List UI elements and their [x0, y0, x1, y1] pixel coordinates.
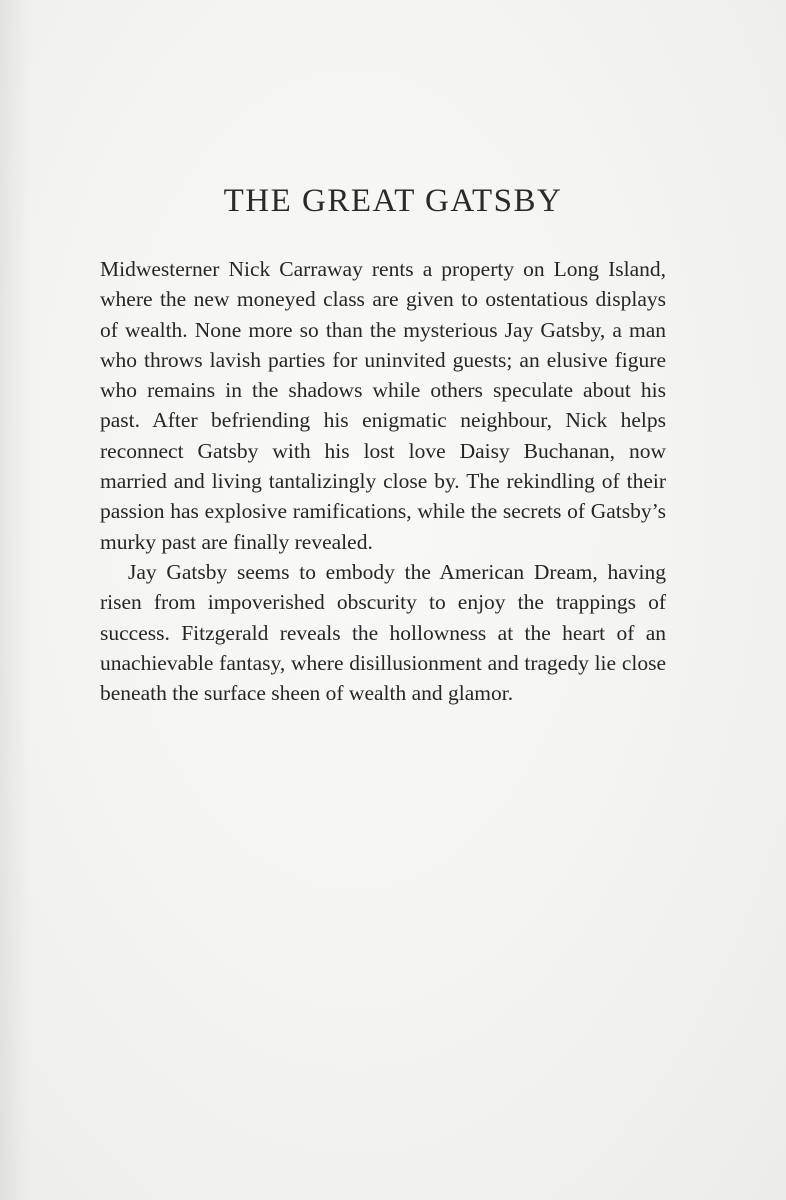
synopsis-paragraph-2: Jay Gatsby seems to embody the American Dream, having risen from impoverished obscurity to enjoy the trappings of success. Fitzgerald reveals the hollowness at the heart of an unachievable fantasy, where disillusionment and tragedy lie close beneath the surface sheen of wealth and glamor.: [100, 559, 666, 706]
book-title: THE GREAT GATSBY: [223, 183, 563, 219]
synopsis-paragraph-1: Midwesterner Nick Carraway rents a property on Long Island, where the new moneyed class are given to ostentatious displays of wealth. None more so than the mysterious Jay Gatsby, a man who throws lavish parties for uninvited guests; an elusive figure who remains in the shadows while others speculate about his past. After befriending his enigmatic neighbour, Nick helps reconnect Gatsby with his lost love Daisy Buchanan, now married and living tantalizingly close by. The rekindling of their passion has explosive ramifications, while the secrets of Gatsby’s murky past are finally revealed.: [100, 257, 666, 554]
synopsis: [100, 254, 666, 708]
